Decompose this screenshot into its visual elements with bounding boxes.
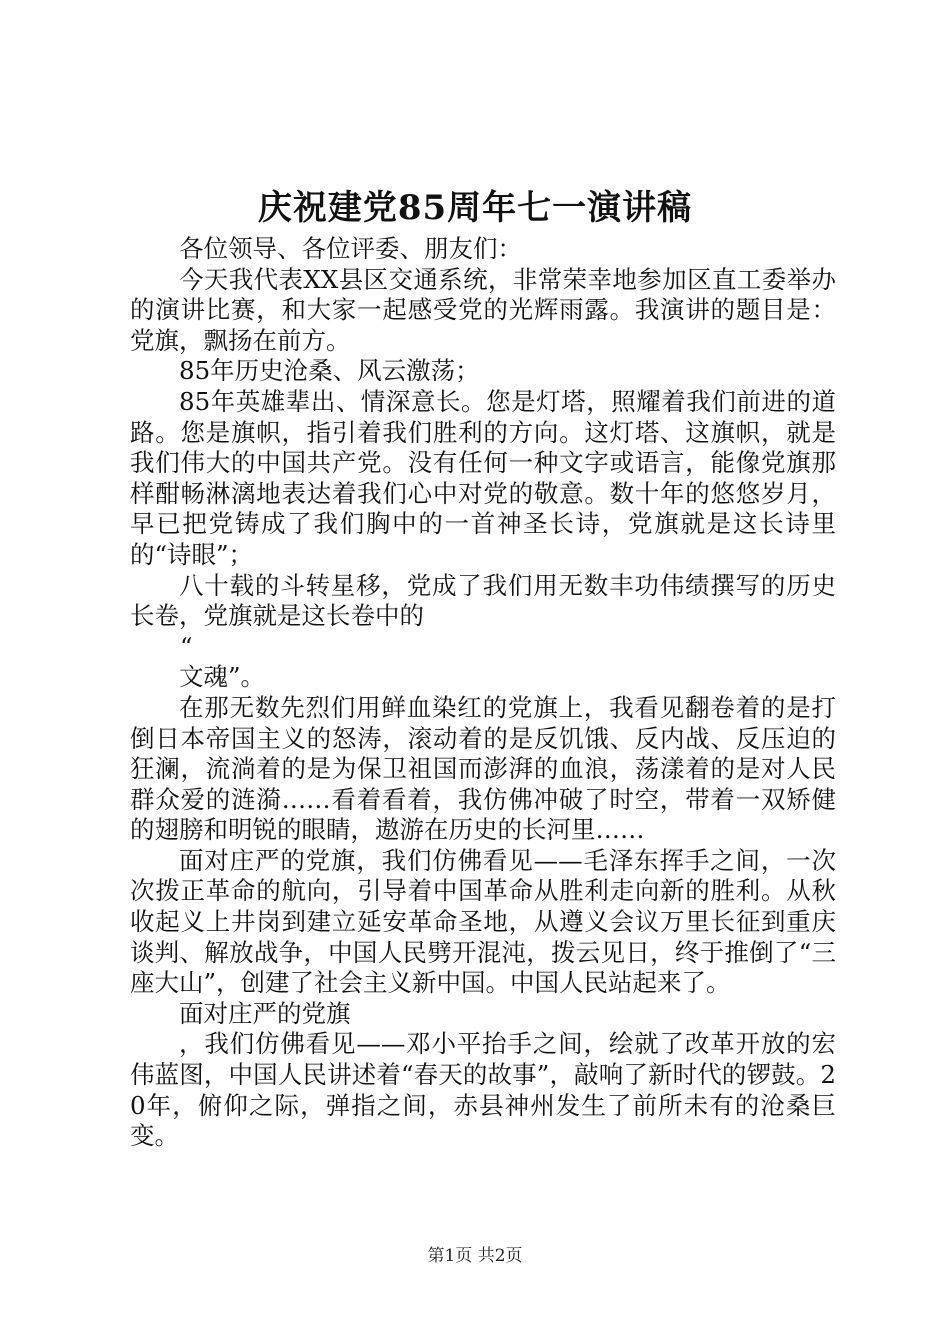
paragraph-history: 85年历史沧桑、风云激荡； [179, 356, 480, 386]
paragraph-martyrs: 在那无数先烈们用鲜血染红的党旗上，我看见翻卷着的是打倒日本帝国主义的怒涛，滚动着的是反饥饿、反内战、反压迫的狂澜，流淌着的是为保卫祖国而澎湃的血浪，荡漾着的是对人民群众爱的涟漪……看着看着，我仿佛冲破了时空，带着一双矫健的翅膀和明锐的眼睛，遨游在历史的长河里…… [130, 692, 836, 845]
paragraph-heroes: 85年英雄辈出、情深意长。您是灯塔，照耀着我们前进的道路。您是旗帜，指引着我们胜利的方向。这灯塔、这旗帜，就是我们伟大的中国共产党。没有任何一种文字或语言，能像党旗那样酣畅淋漓地表达着我们心中对党的敬意。数十年的悠悠岁月，早已把党铸成了我们胸中的一首神圣长诗，党旗就是这长诗里的“诗眼”； [130, 386, 836, 569]
document-title: 庆祝建党85周年七一演讲稿 [257, 188, 693, 228]
paragraph-quote-mark: “ [180, 631, 193, 661]
paragraph-intro: 今天我代表XX县区交通系统，非常荣幸地参加区直工委举办的演讲比赛，和大家一起感受党的光辉雨露。我演讲的题目是：党旗，飘扬在前方。 [130, 264, 836, 355]
paragraph-deng: ，我们仿佛看见——邓小平抬手之间，绘就了改革开放的宏伟蓝图，中国人民讲述着“春天的故事”，敲响了新时代的锣鼓。20年，俯仰之际，弹指之间，赤县神州发生了前所未有的沧桑巨变。 [130, 1029, 836, 1151]
paragraph-soul: 文魂”。 [179, 662, 266, 692]
paragraph-facing-flag: 面对庄严的党旗 [179, 998, 351, 1028]
page-footer: 第1页 共2页 [427, 1246, 523, 1266]
paragraph-mao: 面对庄严的党旗，我们仿佛看见——毛泽东挥手之间，一次次拨正革命的航向，引导着中国革命从胜利走向新的胜利。从秋收起义上井岗到建立延安革命圣地，从遵义会议万里长征到重庆谈判、解放战争，中国人民劈开混沌，拨云见日，终于推倒了“三座大山”，创建了社会主义新中国。中国人民站起来了。 [130, 845, 836, 998]
paragraph-eighty-years: 八十载的斗转星移，党成了我们用无数丰功伟绩撰写的历史长卷，党旗就是这长卷中的 [130, 570, 836, 631]
document-body [130, 234, 836, 1152]
paragraph-salutation: 各位领导、各位评委、朋友们： [179, 234, 522, 263]
